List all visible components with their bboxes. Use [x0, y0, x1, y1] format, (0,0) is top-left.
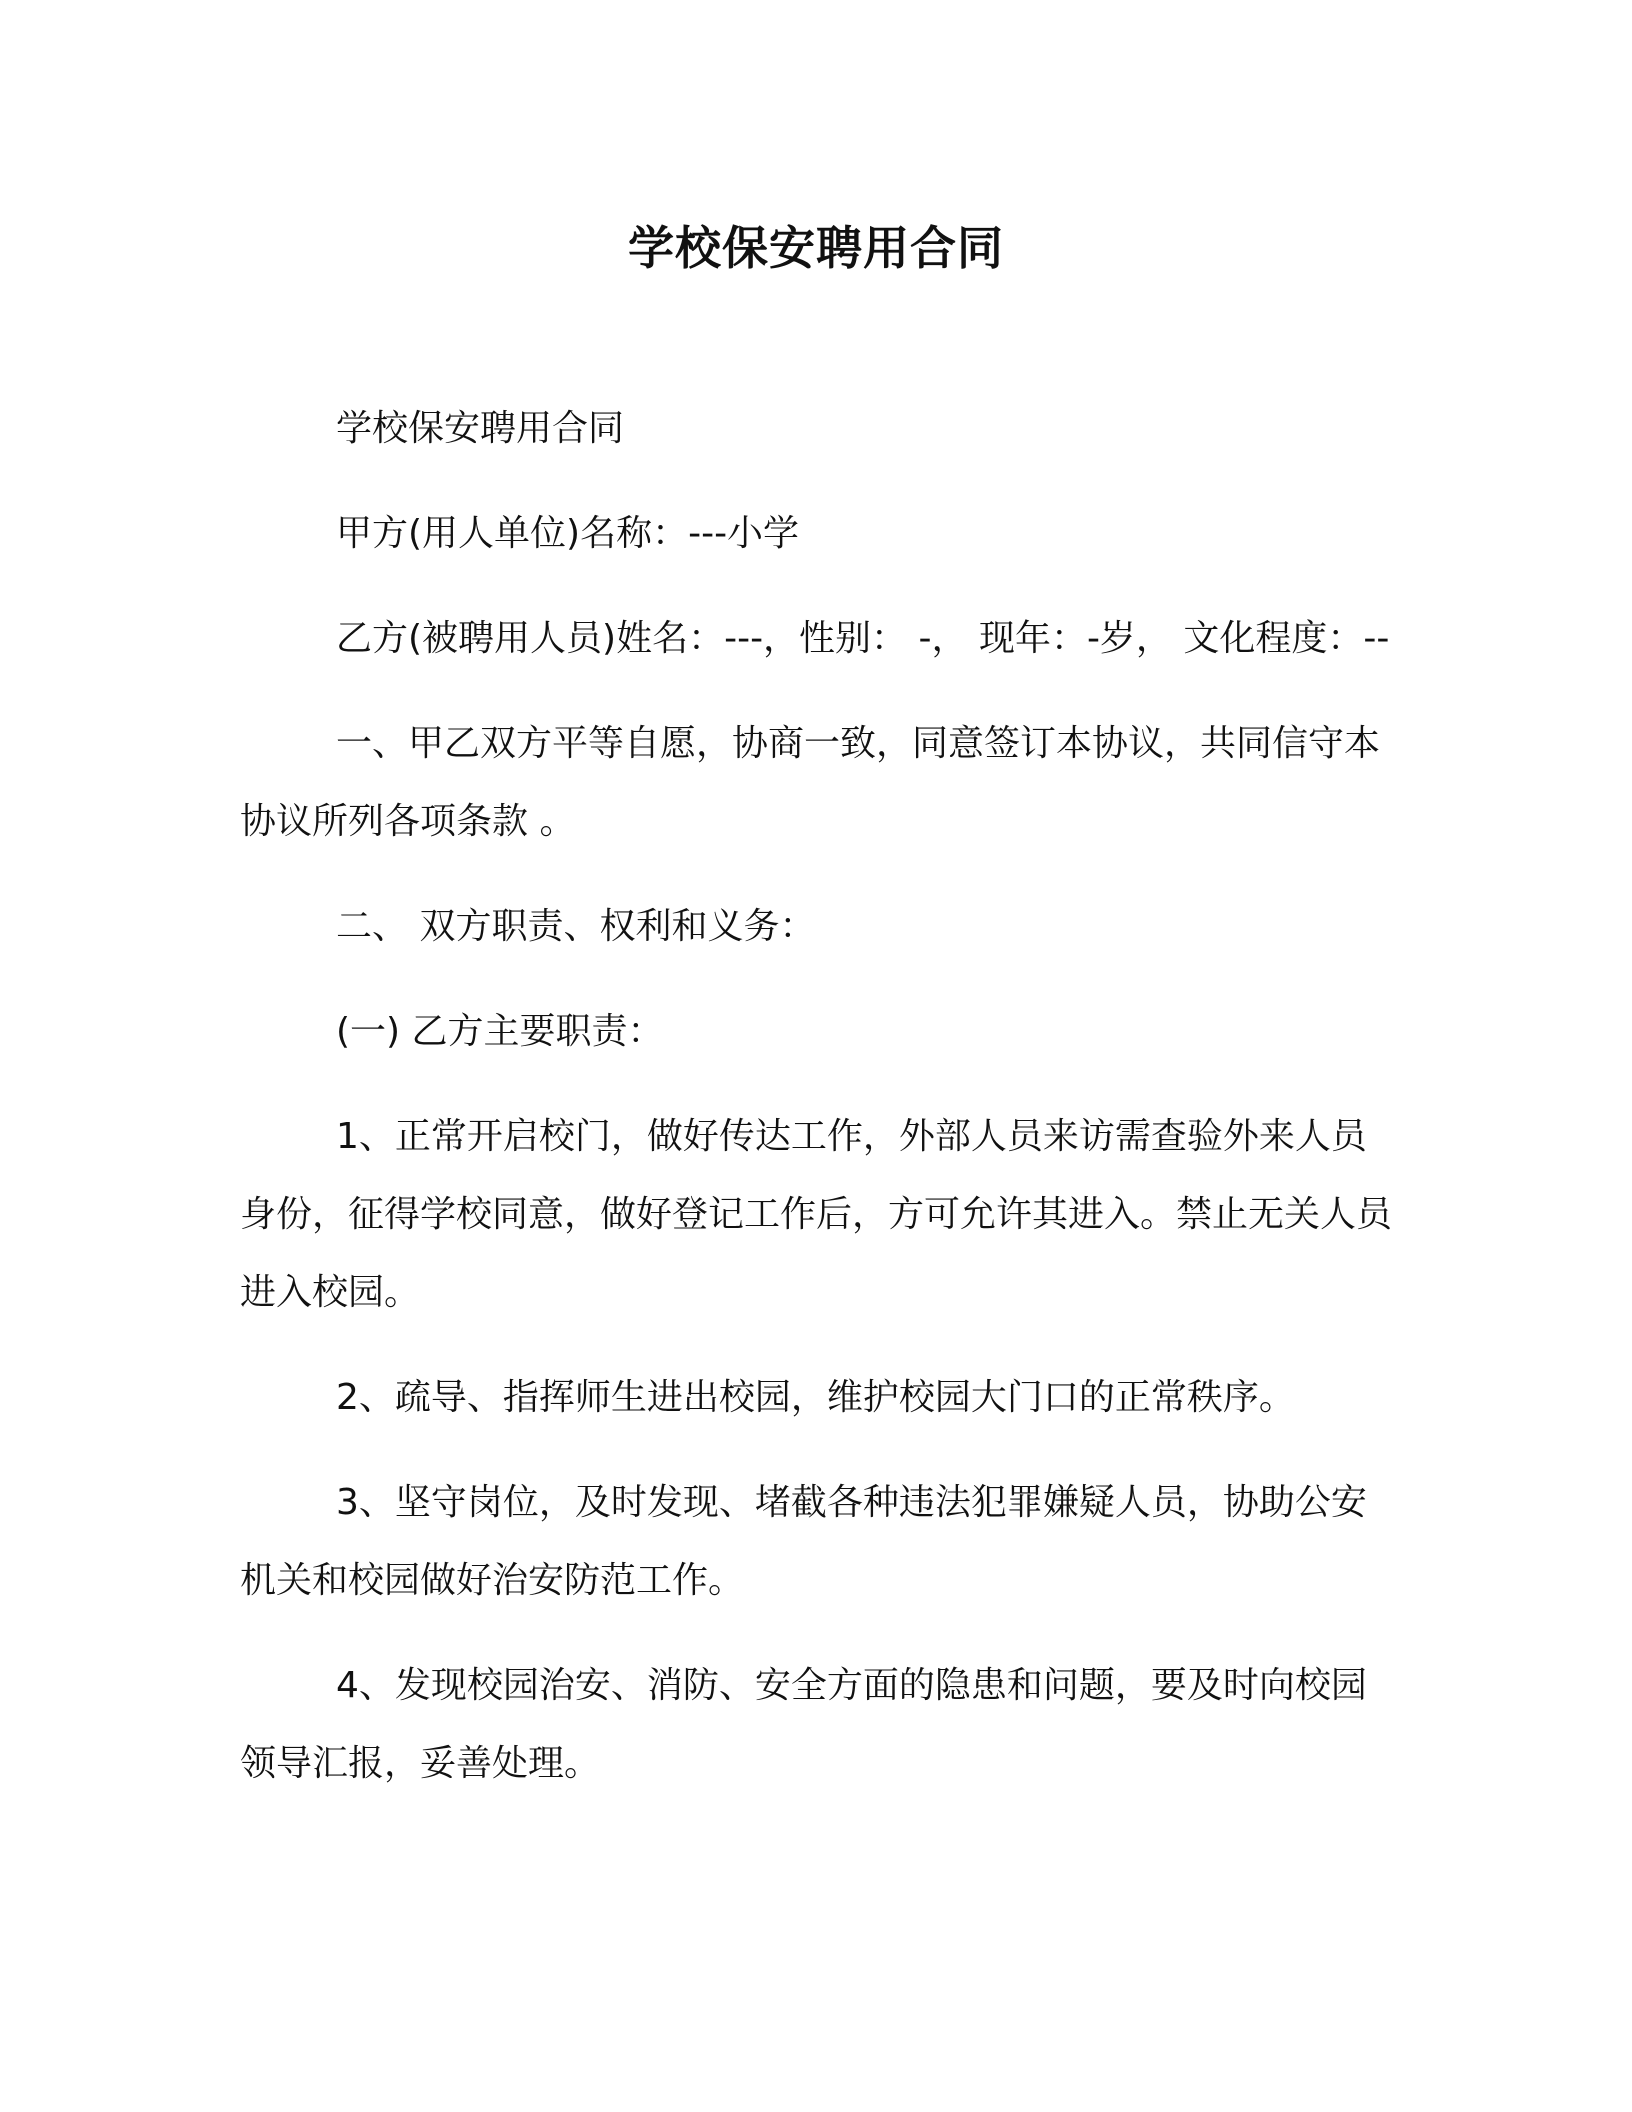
document-title: 学校保安聘用合同 — [628, 221, 1004, 275]
paragraph-duty-2: 2、疏导、指挥师生进出校园，维护校园大门口的正常秩序。 — [336, 1377, 1295, 1418]
paragraph-duty-1: 1、正常开启校门，做好传达工作，外部人员来访需查验外来人员身份，征得学校同意，做好登记工作后，方可允许其进入。禁止无关人员进入校园。 — [240, 1116, 1393, 1313]
paragraph-duties-heading: (一) 乙方主要职责： — [336, 1011, 664, 1052]
paragraph-party-a: 甲方(用人单位)名称：---小学 — [336, 513, 800, 554]
document-body — [240, 390, 1392, 1830]
paragraph-duty-3: 3、坚守岗位，及时发现、堵截各种违法犯罪嫌疑人员，协助公安机关和校园做好治安防范工作。 — [240, 1482, 1367, 1601]
paragraph-clause-1: 一、甲乙双方平等自愿，协商一致，同意签订本协议，共同信守本协议所列各项条款 。 — [240, 723, 1381, 842]
paragraph-clause-2-heading: 二、 双方职责、权利和义务： — [336, 906, 816, 947]
paragraph-duty-4: 4、发现校园治安、消防、安全方面的隐患和问题，要及时向校园领导汇报，妥善处理。 — [240, 1665, 1367, 1784]
paragraph-party-b: 乙方(被聘用人员)姓名：---，性别： -， 现年：-岁， 文化程度：-- — [336, 618, 1390, 659]
paragraph-subtitle: 学校保安聘用合同 — [336, 408, 625, 449]
